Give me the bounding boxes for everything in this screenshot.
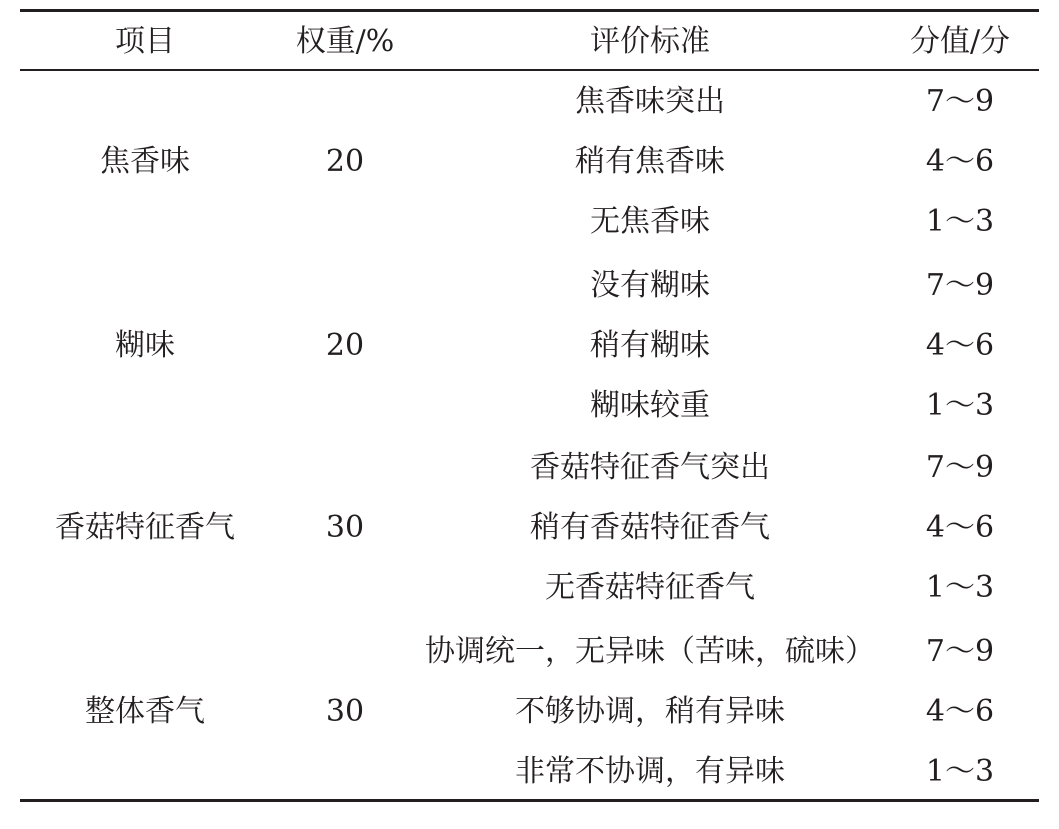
item-name: 香菇特征香气 (55, 510, 235, 545)
header-weight: 权重/% (295, 24, 395, 59)
criterion-standard: 香菇特征香气突出 (530, 450, 770, 485)
criterion-score: 4～6 (925, 694, 995, 729)
item-name: 糊味 (115, 328, 175, 363)
criterion-score: 4～6 (925, 144, 995, 179)
criterion-score: 1～3 (925, 570, 995, 605)
criterion-standard: 糊味较重 (590, 388, 710, 423)
criterion-score: 7～9 (925, 450, 995, 485)
table-bottom-rule (20, 799, 1039, 802)
item-weight: 20 (325, 144, 365, 179)
criterion-score: 1～3 (925, 754, 995, 789)
criterion-standard: 稍有焦香味 (575, 144, 725, 179)
item-weight: 30 (325, 510, 365, 545)
criterion-score: 7～9 (925, 634, 995, 669)
criterion-score: 4～6 (925, 328, 995, 363)
item-name: 焦香味 (100, 144, 190, 179)
criterion-score: 4～6 (925, 510, 995, 545)
item-weight: 20 (325, 328, 365, 363)
criterion-score: 1～3 (925, 204, 995, 239)
criterion-score: 1～3 (925, 388, 995, 423)
item-name: 整体香气 (85, 694, 205, 729)
criterion-standard: 协调统一，无异味（苦味，硫味） (425, 634, 875, 669)
criterion-standard: 无香菇特征香气 (545, 570, 755, 605)
criterion-score: 7～9 (925, 268, 995, 303)
criterion-score: 7～9 (925, 84, 995, 119)
criterion-standard: 无焦香味 (590, 204, 710, 239)
header-score: 分值/分 (909, 24, 1011, 59)
table-top-rule (20, 9, 1039, 12)
criterion-standard: 稍有香菇特征香气 (530, 510, 770, 545)
criterion-standard: 没有糊味 (590, 268, 710, 303)
criterion-standard: 非常不协调，有异味 (515, 754, 785, 789)
criterion-standard: 焦香味突出 (575, 84, 725, 119)
criterion-standard: 不够协调，稍有异味 (515, 694, 785, 729)
criterion-standard: 稍有糊味 (590, 328, 710, 363)
table-header-rule (20, 69, 1039, 71)
item-weight: 30 (325, 694, 365, 729)
header-criteria: 评价标准 (590, 24, 710, 59)
header-item: 项目 (115, 24, 175, 59)
